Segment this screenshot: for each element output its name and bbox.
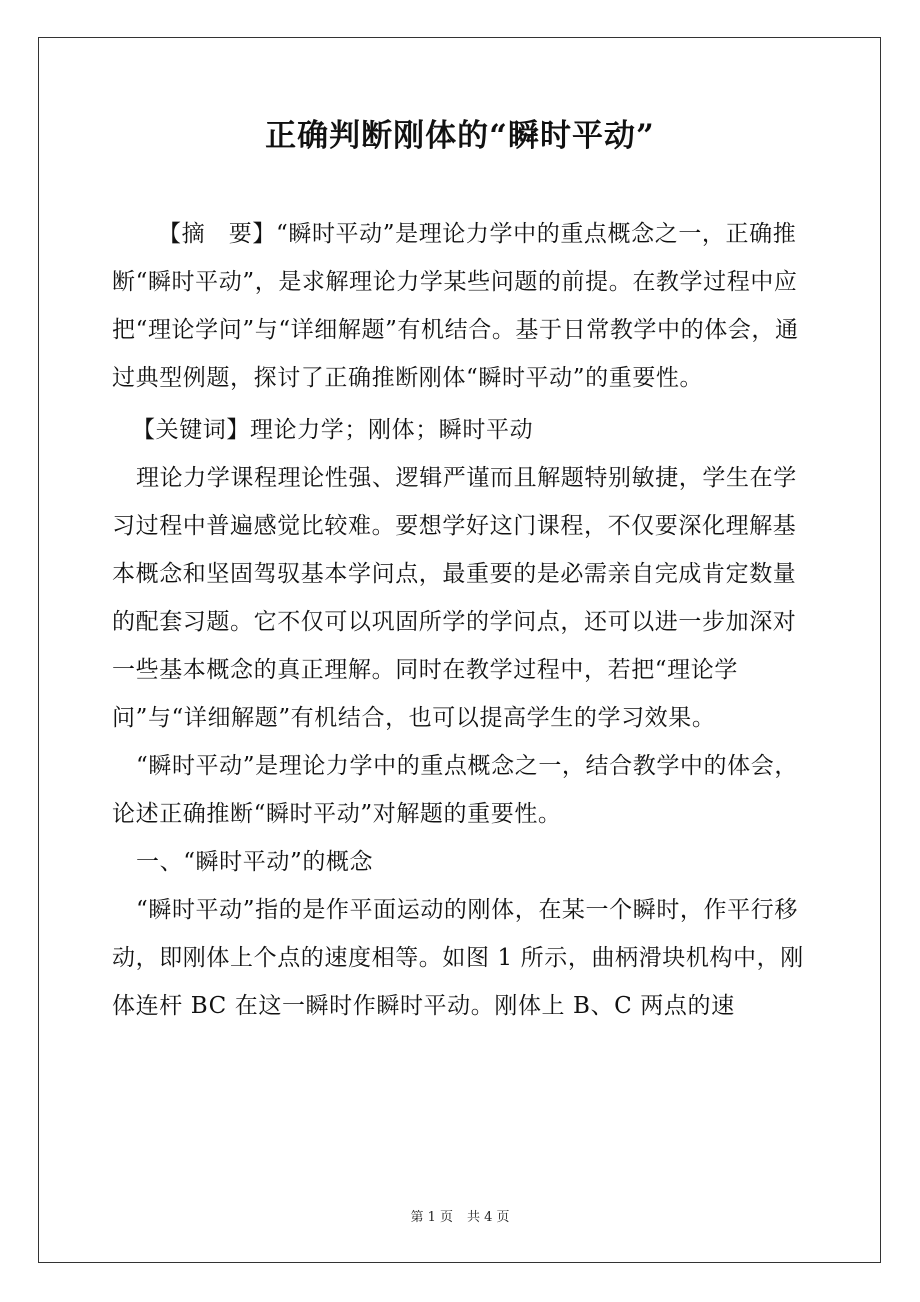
keywords-line: 【关键词】理论力学；刚体；瞬时平动	[132, 417, 534, 443]
page-total: 共 4 页	[467, 1210, 510, 1225]
body-paragraph: “瞬时平动”是理论力学中的重点概念之一，结合教学中的体会，论述正确推断“瞬时平动”对解题的重要性。	[112, 753, 798, 827]
page-number: 第 1 页	[410, 1210, 453, 1225]
page-footer	[0, 1206, 920, 1225]
section-heading: 一、“瞬时平动”的概念	[136, 849, 374, 875]
document-body	[112, 210, 812, 1030]
document-title: 正确判断刚体的“瞬时平动”	[265, 118, 655, 154]
abstract-paragraph: 【摘 要】“瞬时平动”是理论力学中的重点概念之一，正确推断“瞬时平动”，是求解理论力学某些问题的前提。在教学过程中应把“理论学问”与“详细解题”有机结合。基于日常教学中的体会，通过典型例题，探讨了正确推断刚体“瞬时平动”的重要性。	[112, 221, 799, 391]
section-paragraph: “瞬时平动”指的是作平面运动的刚体，在某一个瞬时，作平行移动，即刚体上个点的速度相等。如图 1 所示，曲柄滑块机构中，刚体连杆 BC 在这一瞬时作瞬时平动。刚体上 B、C 两点的速	[112, 897, 804, 1019]
body-paragraph: 理论力学课程理论性强、逻辑严谨而且解题特别敏捷，学生在学习过程中普遍感觉比较难。要想学好这门课程，不仅要深化理解基本概念和坚固驾驭基本学问点，最重要的是必需亲自完成肯定数量的配套习题。它不仅可以巩固所学的学问点，还可以进一步加深对一些基本概念的真正理解。同时在教学过程中，若把“理论学问”与“详细解题”有机结合，也可以提高学生的学习效果。	[112, 465, 797, 731]
